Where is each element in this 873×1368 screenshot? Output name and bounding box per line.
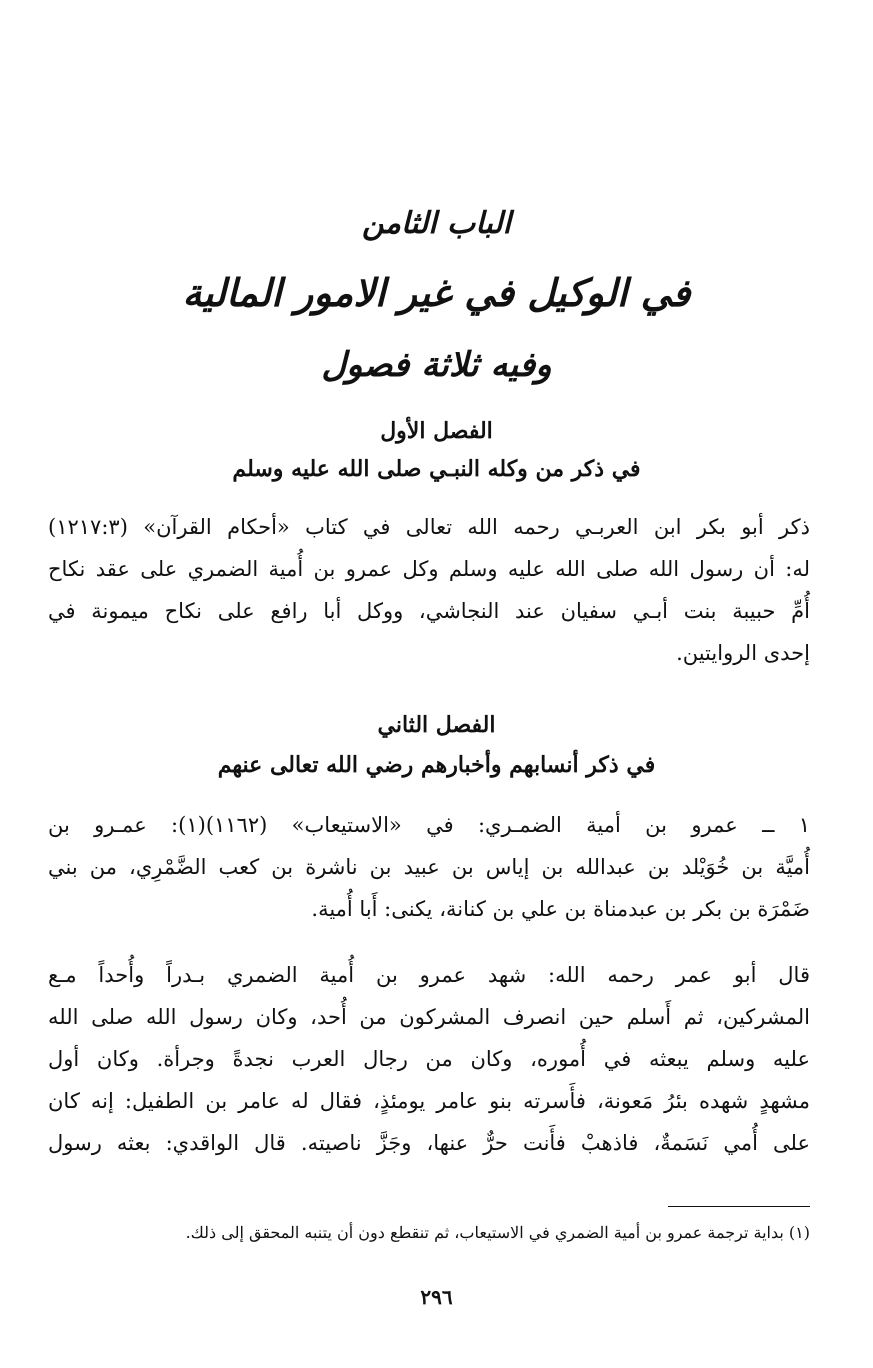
text-line: قال أبو عمر رحمه الله: شهد عمرو بن أُمية الضمري بـدراً وأُحداً مـع [48, 963, 810, 987]
section2-subtitle: في ذكر أنسابهم وأخبارهم رضي الله تعالى عنهم [217, 752, 656, 778]
chapter-title: الباب الثامن [362, 206, 511, 241]
section1-subtitle: في ذكر من وكله النبـي صلى الله عليه وسلم [232, 456, 641, 482]
section1-title: الفصل الأول [380, 418, 493, 444]
text-line: ١ ــ عمرو بن أمية الضمـري: في «الاستيعاب» (١١٦٢)(١): عمـرو بن [48, 813, 810, 837]
page-number: ٢٩٦ [420, 1285, 453, 1309]
text-line: على أُمي نَسَمةٌ، فاذهبْ فأَنت حرٌّ عنها، وجَزَّ ناصيته. قال الواقدي: بعثه رسول [48, 1131, 810, 1155]
text-line: المشركين، ثم أَسلم حين انصرف المشركون من أُحد، وكان رسول الله صلى الله [48, 1005, 810, 1029]
text-line: له: أن رسول الله صلى الله عليه وسلم وكل عمرو بن أُمية الضمري على عقد نكاح [48, 557, 810, 581]
text-line: ذكر أبو بكر ابن العربـي رحمه الله تعالى في كتاب «أحكام القرآن» (١٢١٧:٣) [48, 515, 810, 539]
section1-paragraph [48, 506, 810, 674]
text-line: أُمِّ حبيبة بنت أبـي سفيان عند النجاشي، ووكل أبا رافع على نكاح ميمونة في [48, 599, 810, 623]
text-line: أُميَّة بن خُوَيْلد بن عبدالله بن إياس بن عبيد بن ناشرة بن كعب الضَّمْرِي، من بني [48, 855, 810, 879]
chapter-subtitle: في الوكيل في غير الامور المالية [182, 270, 691, 315]
text-line: عليه وسلم يبعثه في أُموره، وكان من رجال العرب نجدةً وجرأة. وكان أول [48, 1047, 810, 1071]
text-line: مشهدٍ شهده بئرُ مَعونة، فأَسرته بنو عامر يومئذٍ، فقال له عامر بن الطفيل: إنه كان [48, 1089, 810, 1113]
chapter-sections-note: وفيه ثلاثة فصول [321, 345, 552, 385]
text-line: ضَمْرَة بن بكر بن عبدمناة بن علي بن كنانة، يكنى: أَبا أُمية. [311, 897, 810, 921]
section2-title: الفصل الثاني [377, 712, 496, 738]
footnote-separator [668, 1206, 810, 1207]
footnote: (١) بداية ترجمة عمرو بن أمية الضمري في الاستيعاب، ثم تنقطع دون أن يتنبه المحقق إلى ذلك. [185, 1223, 810, 1242]
text-line: إحدى الروايتين. [676, 641, 810, 665]
entry-paragraph [48, 804, 810, 930]
narration-paragraph [48, 954, 810, 1164]
